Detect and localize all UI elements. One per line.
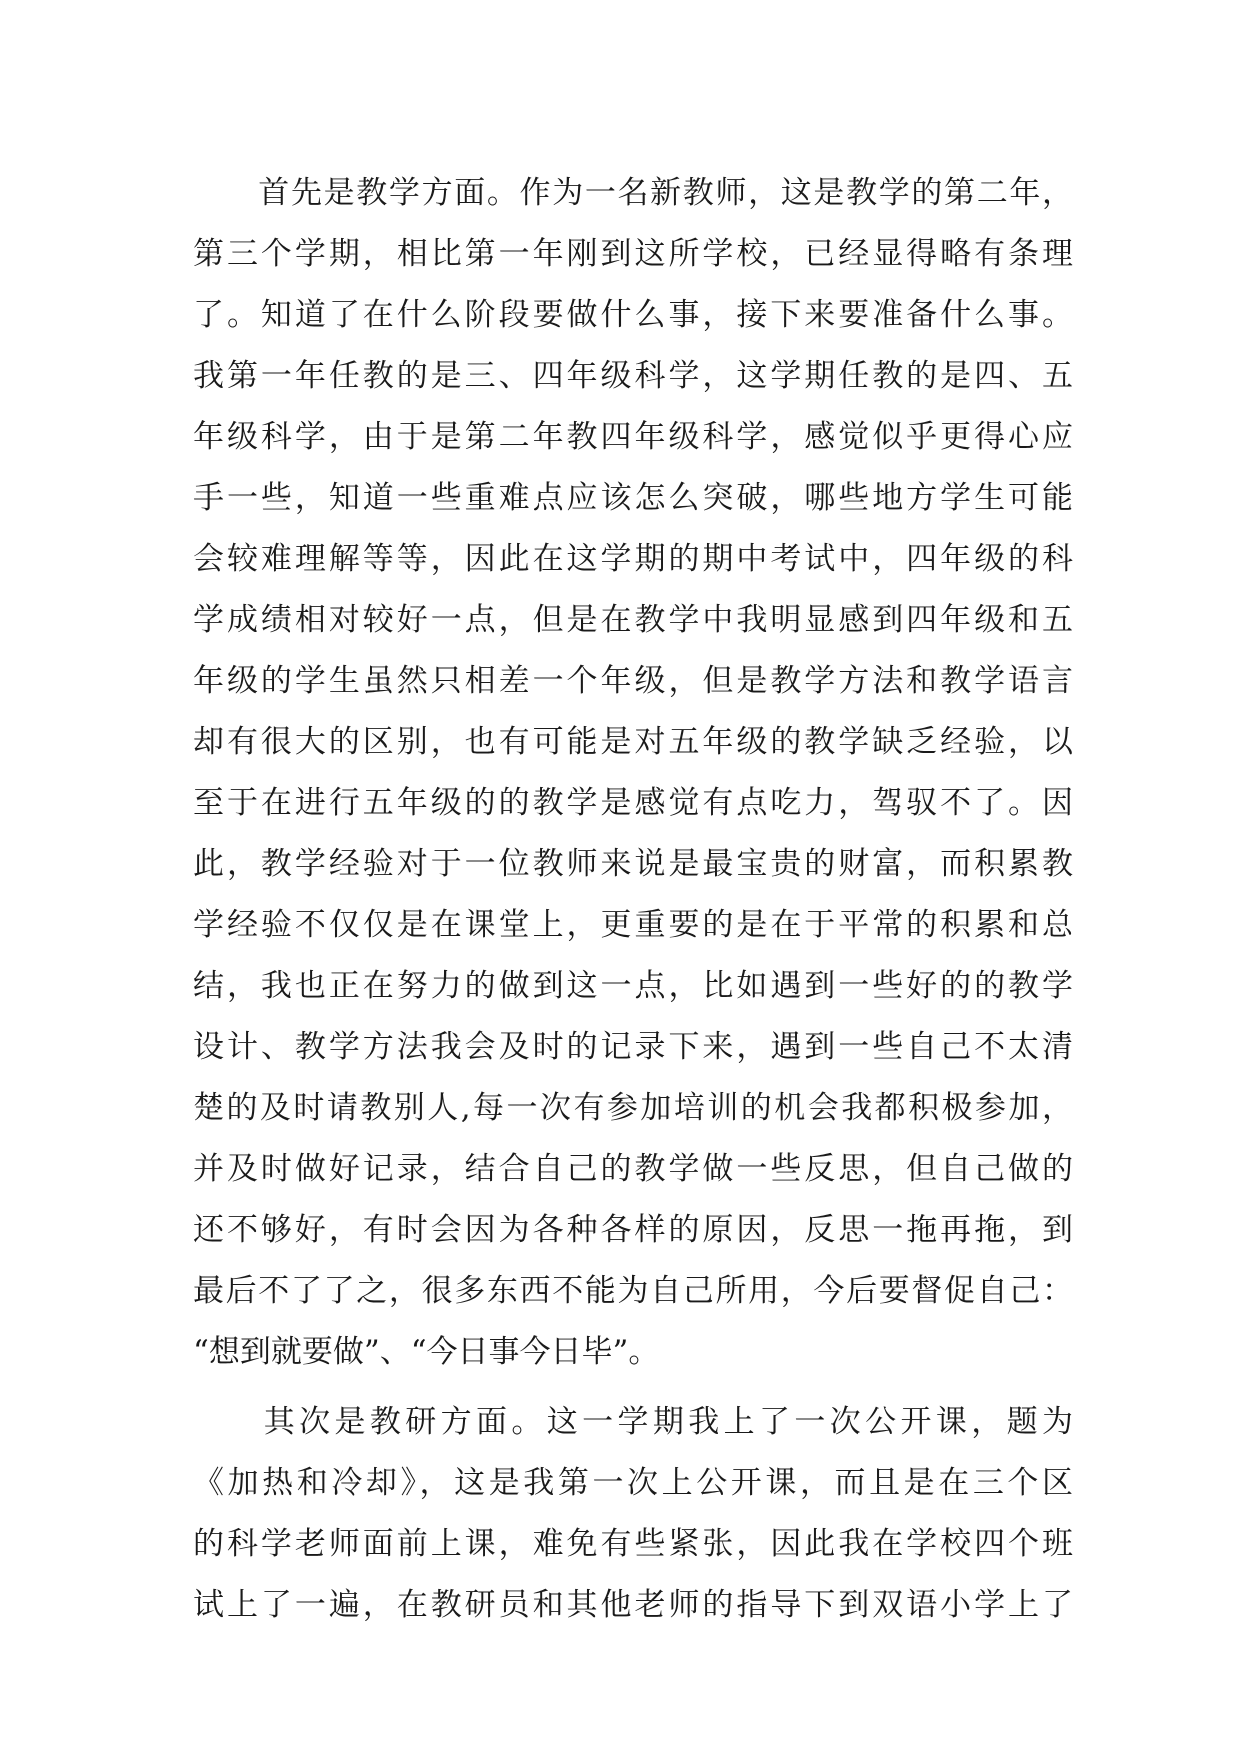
- text-line: 此，教学经验对于一位教师来说是最宝贵的财富，而积累教: [193, 846, 1073, 882]
- paragraph-teaching: [193, 163, 1073, 1383]
- text-line: 我第一年任教的是三、四年级科学，这学期任教的是四、五: [193, 358, 1073, 394]
- text-line: 年级的学生虽然只相差一个年级，但是教学方法和教学语言: [193, 663, 1073, 699]
- paragraph-spacer: [193, 1383, 1073, 1392]
- text-line: 首先是教学方面。作为一名新教师，这是教学的第二年，: [193, 175, 1073, 211]
- paragraph-research: [193, 1392, 1073, 1636]
- text-line: 学经验不仅仅是在课堂上，更重要的是在于平常的积累和总: [193, 907, 1073, 943]
- text-line: 试上了一遍，在教研员和其他老师的指导下到双语小学上了: [193, 1587, 1073, 1623]
- text-line: 楚的及时请教别人,每一次有参加培训的机会我都积极参加，: [193, 1090, 1073, 1126]
- text-line: 学成绩相对较好一点，但是在教学中我明显感到四年级和五: [193, 602, 1073, 638]
- text-line: 还不够好，有时会因为各种各样的原因，反思一拖再拖，到: [193, 1212, 1073, 1248]
- text-line: 手一些，知道一些重难点应该怎么突破，哪些地方学生可能: [193, 480, 1073, 516]
- text-line: “想到就要做”、“今日事今日毕”。: [193, 1334, 660, 1370]
- text-line: 至于在进行五年级的的教学是感觉有点吃力，驾驭不了。因: [193, 785, 1073, 821]
- text-line: 第三个学期，相比第一年刚到这所学校，已经显得略有条理: [193, 236, 1073, 272]
- text-line: 结，我也正在努力的做到这一点，比如遇到一些好的的教学: [193, 968, 1073, 1004]
- text-line: 却有很大的区别，也有可能是对五年级的教学缺乏经验，以: [193, 724, 1073, 760]
- text-line: 年级科学，由于是第二年教四年级科学，感觉似乎更得心应: [193, 419, 1073, 455]
- text-line: 设计、教学方法我会及时的记录下来，遇到一些自己不太清: [193, 1029, 1073, 1065]
- text-line: 了。知道了在什么阶段要做什么事，接下来要准备什么事。: [193, 297, 1073, 333]
- text-line: 会较难理解等等，因此在这学期的期中考试中，四年级的科: [193, 541, 1073, 577]
- text-line: 并及时做好记录，结合自己的教学做一些反思，但自己做的: [193, 1151, 1073, 1187]
- document-body: [193, 163, 1073, 1636]
- text-line: 的科学老师面前上课，难免有些紧张，因此我在学校四个班: [193, 1526, 1073, 1562]
- text-line: 其次是教研方面。这一学期我上了一次公开课，题为: [193, 1404, 1073, 1440]
- text-line: 《加热和冷却》，这是我第一次上公开课，而且是在三个区: [193, 1465, 1073, 1501]
- text-line: 最后不了了之，很多东西不能为自己所用，今后要督促自己：: [193, 1273, 1073, 1309]
